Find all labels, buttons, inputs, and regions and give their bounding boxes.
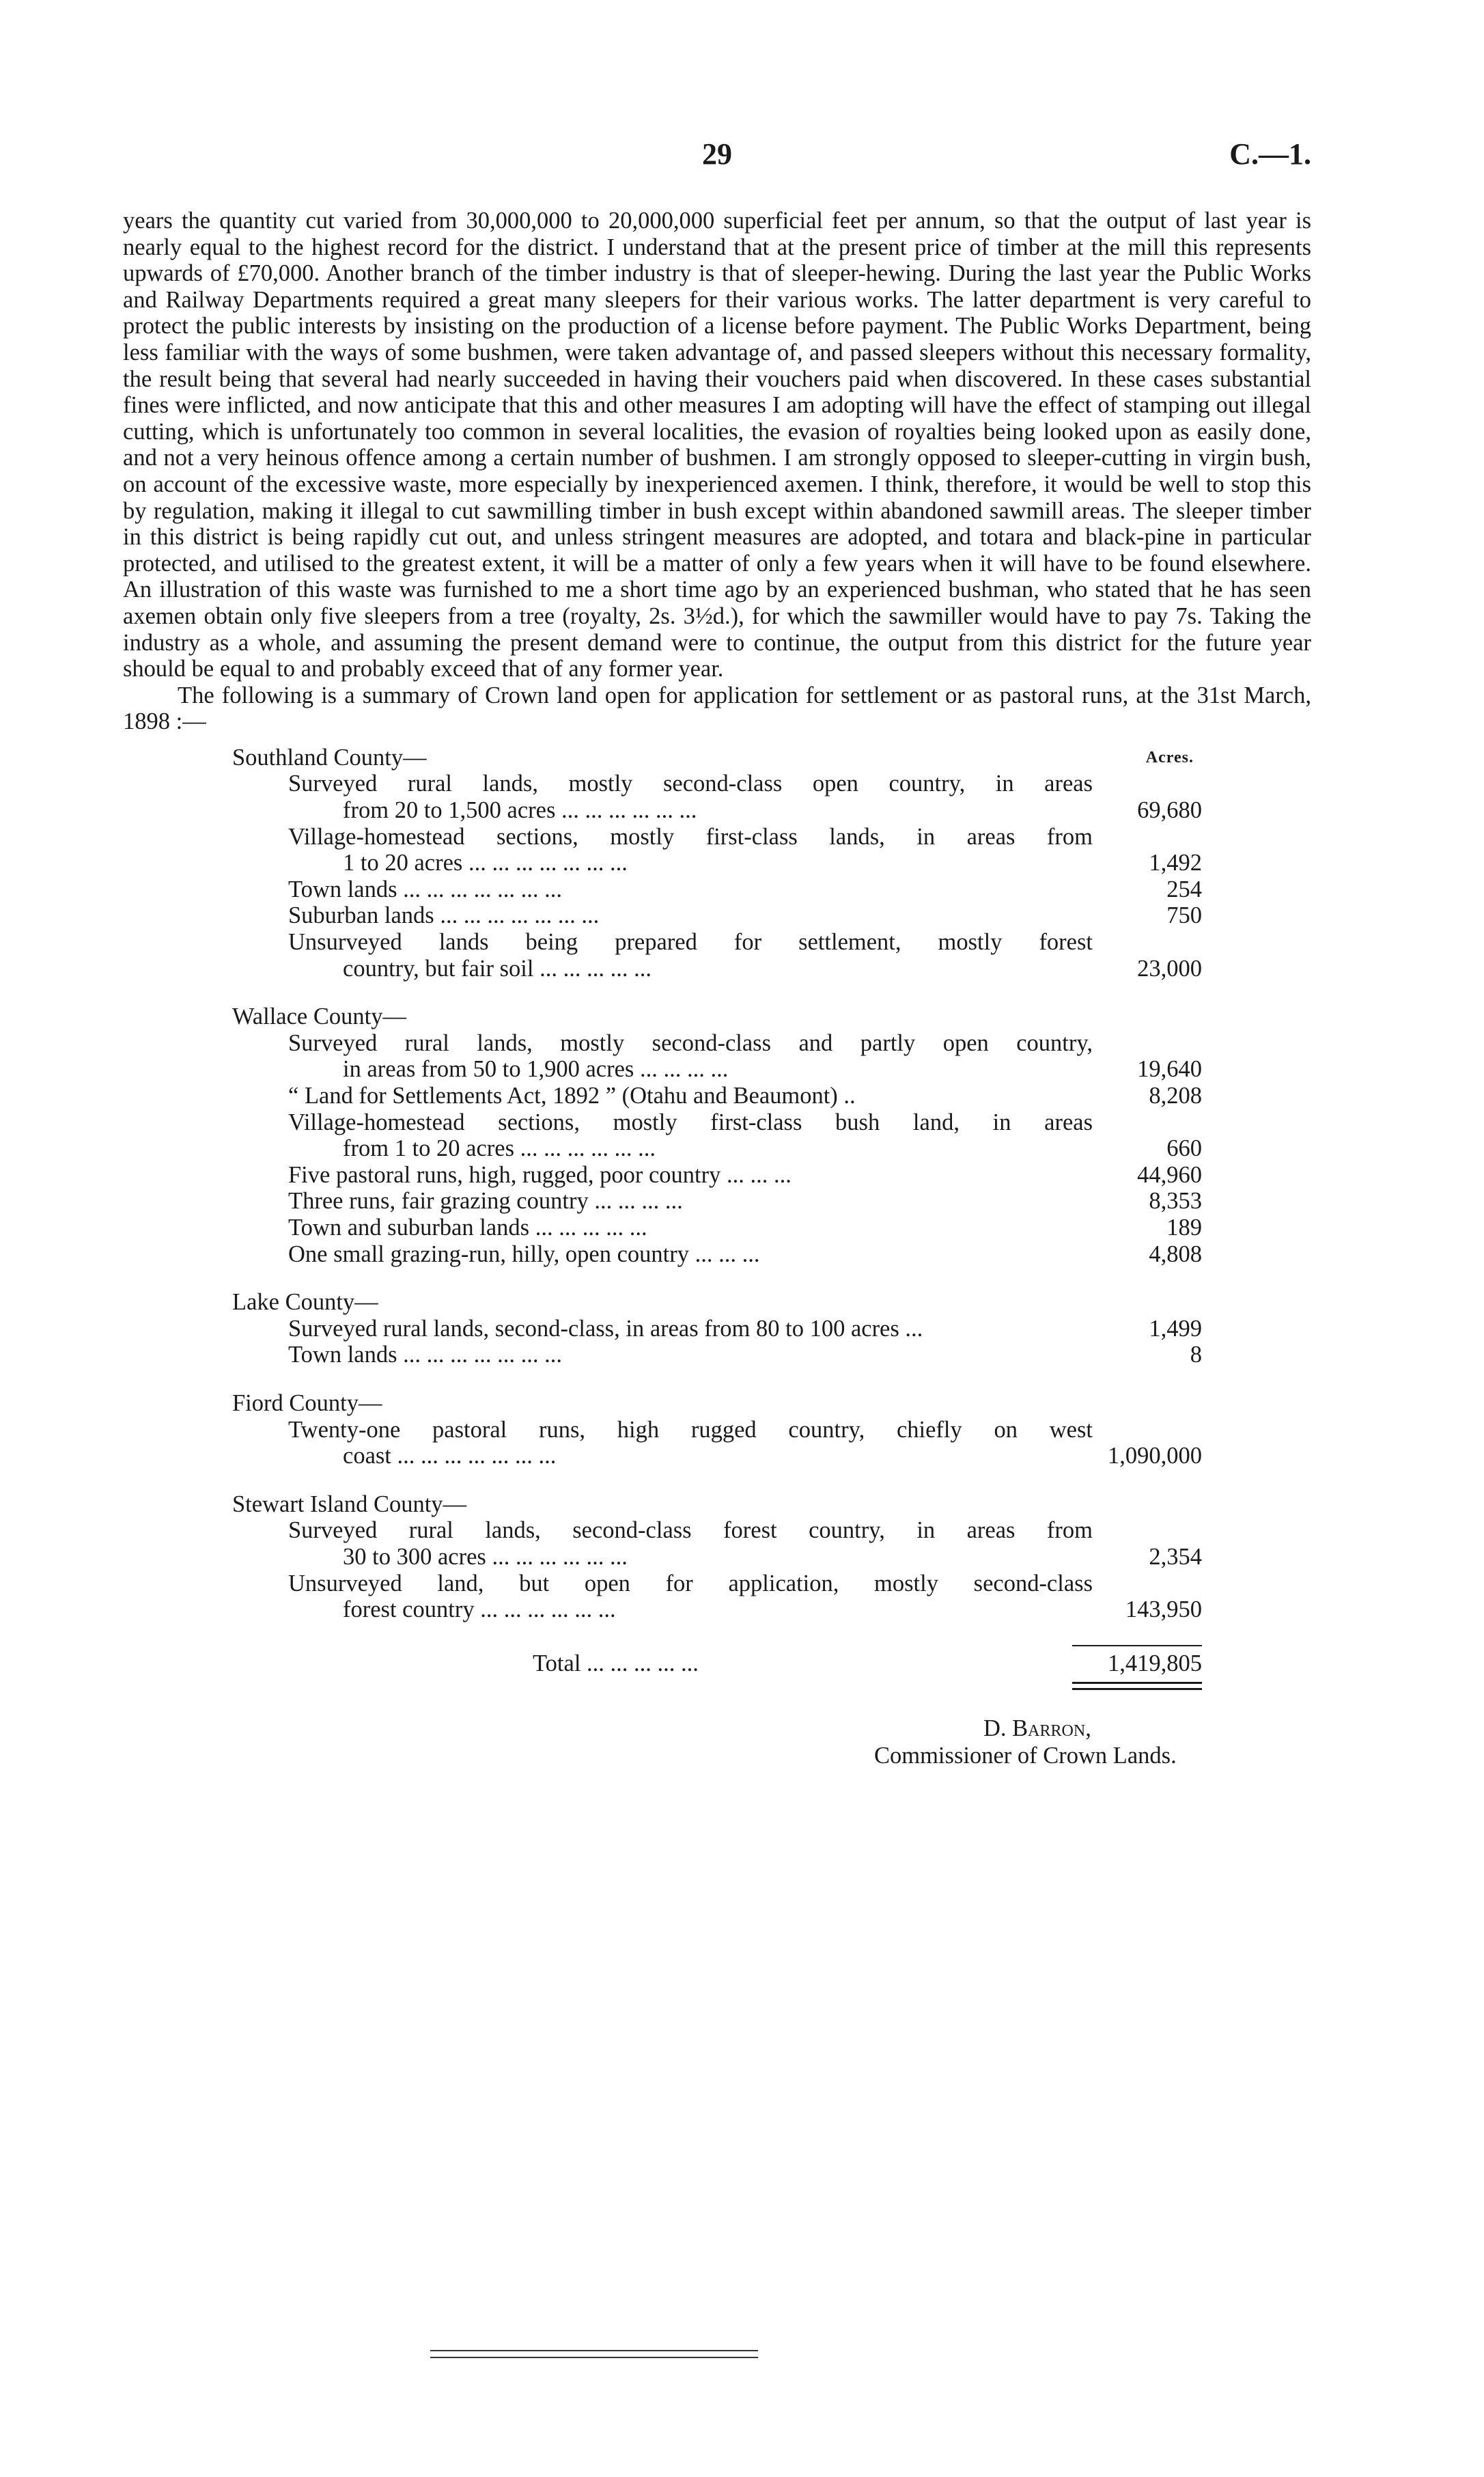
description-line: Surveyed rural lands, second-class forest country, in areas from	[288, 1517, 1093, 1544]
land-entry	[288, 1109, 1202, 1162]
land-entry	[288, 1241, 1202, 1268]
description-line: Suburban lands ... ... ... ... ... ... ...	[288, 902, 600, 929]
land-entry	[288, 1083, 1202, 1109]
county-block	[232, 1390, 1202, 1469]
land-description	[288, 1316, 1093, 1342]
land-entry	[288, 824, 1202, 876]
land-description	[288, 1570, 1093, 1623]
land-entry	[288, 929, 1202, 982]
description-line: Unsurveyed land, but open for application, mostly second-class	[288, 1570, 1093, 1596]
acreage-value: 1,492	[1149, 850, 1202, 876]
total-double-rule	[1072, 1682, 1202, 1690]
acres-column-label: Acres.	[1145, 748, 1194, 766]
acreage-value: 8,208	[1149, 1083, 1202, 1109]
description-continuation: from 20 to 1,500 acres ... ... ... ... ... ...	[343, 797, 697, 824]
acreage-value: 23,000	[1137, 955, 1202, 982]
land-description	[288, 1517, 1093, 1570]
land-entry	[288, 1316, 1202, 1342]
county-name: Wallace County—	[232, 1004, 406, 1030]
county-block	[232, 1491, 1202, 1623]
land-entry	[288, 902, 1202, 929]
land-description	[288, 929, 1093, 982]
acreage-value: 69,680	[1137, 797, 1202, 824]
land-description	[288, 1162, 1093, 1189]
land-entry	[288, 1162, 1202, 1189]
document-page	[123, 137, 1311, 1769]
acreage-value: 189	[1166, 1214, 1202, 1241]
description-line: Twenty-one pastoral runs, high rugged country, chiefly on west	[288, 1416, 1093, 1443]
description-line: Town lands ... ... ... ... ... ... ...	[288, 876, 563, 902]
acreage-value: 8	[1190, 1342, 1202, 1368]
description-line: Town and suburban lands ... ... ... ... ...	[288, 1214, 647, 1241]
land-description	[288, 902, 1093, 929]
land-entry	[288, 1030, 1202, 1083]
description-continuation: in areas from 50 to 1,900 acres ... ... ... ...	[343, 1056, 729, 1083]
acreage-value: 8,353	[1149, 1188, 1202, 1215]
total-amount: 1,419,805	[1072, 1645, 1202, 1677]
county-name: Southland County—	[232, 744, 427, 771]
description-line: Town lands ... ... ... ... ... ... ...	[288, 1342, 563, 1368]
total-label: Total ... ... ... ... ...	[533, 1650, 699, 1676]
acreage-value: 2,354	[1149, 1543, 1202, 1570]
land-description	[288, 876, 1093, 903]
description-line: Village-homestead sections, mostly first-class lands, in areas from	[288, 823, 1093, 850]
acreage-value: 1,499	[1149, 1315, 1202, 1342]
acreage-value: 143,950	[1125, 1596, 1202, 1623]
land-entry	[288, 1570, 1202, 1623]
description-continuation: country, but fair soil ... ... ... ... ...	[343, 955, 652, 982]
land-entry	[288, 1417, 1202, 1469]
crown-land-summary	[232, 745, 1202, 1690]
county-name: Fiord County—	[232, 1389, 382, 1416]
description-continuation: 1 to 20 acres ... ... ... ... ... ... ...	[343, 850, 628, 876]
acreage-value: 4,808	[1149, 1241, 1202, 1267]
body-text	[123, 208, 1311, 735]
acreage-value: 254	[1166, 876, 1202, 902]
body-paragraph: years the quantity cut varied from 30,000,000 to 20,000,000 superficial feet per annum, so that the output of last year is nearly equal to the highest record for the district. I understand that at the present price of timber at the mill this represents upwards of £70,000. Another branch of the timber industry is that of sleeper-hewing. During the last year the Public Works and Railway Departments required a great many sleepers for their various works. The latter department is very careful to protect the public interests by insisting on the production of a license before payment. The Public Works Department, being less familiar with the ways of some bushmen, were taken advantage of, and passed sleepers without this necessary formality, the result being that several had nearly succeeded in having their vouchers paid when discovered. In these cases substantial fines were inflicted, and now anticipate that this and other measures I am adopting will have the effect of stamping out illegal cutting, which is unfortunately too common in several localities, the evasion of royalties being looked upon as easily done, and not a very heinous offence among a certain number of bushmen. I am strongly opposed to sleeper-cutting in virgin bush, on account of the excessive waste, more especially by inexperienced axemen. I think, therefore, it would be well to stop this by regulation, making it illegal to cut sawmilling timber in bush except within abandoned sawmill areas. The sleeper timber in this district is being rapidly cut out, and unless stringent measures are adopted, and totara and black-pine in particular protected, and utilised to the greatest extent, it will be a matter of only a few years when it will have to be found elsewhere. An illustration of this waste was furnished to me a short time ago by an experienced bushman, who stated that he has seen axemen obtain only five sleepers from a tree (royalty, 2s. 3½d.), for which the sawmiller would have to pay 7s. Taking the industry as a whole, and assuming the present demand were to continue, the output from this district for the future year should be equal to and probably exceed that of any former year.	[123, 208, 1311, 682]
signature-title: Commissioner of Crown Lands.	[874, 1743, 1177, 1769]
land-description	[288, 1241, 1093, 1268]
acreage-value: 750	[1166, 902, 1202, 929]
description-continuation: forest country ... ... ... ... ... ...	[343, 1596, 616, 1623]
page-number: 29	[702, 137, 732, 171]
land-description	[288, 1215, 1093, 1241]
signature-block	[874, 1715, 1311, 1769]
county-block	[232, 745, 1202, 982]
land-entry	[288, 771, 1202, 823]
land-description	[288, 1342, 1093, 1368]
acreage-value: 19,640	[1137, 1056, 1202, 1083]
end-rule	[430, 2350, 758, 2358]
description-continuation: from 1 to 20 acres ... ... ... ... ... ...	[343, 1135, 656, 1162]
description-line: Five pastoral runs, high, rugged, poor country ... ... ...	[288, 1161, 792, 1188]
land-description	[288, 1030, 1093, 1083]
land-entry	[288, 876, 1202, 903]
description-line: Surveyed rural lands, mostly second-class open country, in areas	[288, 771, 1093, 797]
description-continuation: coast ... ... ... ... ... ... ...	[343, 1443, 557, 1469]
report-code: C.—1.	[1229, 137, 1311, 171]
description-line: Unsurveyed lands being prepared for settlement, mostly forest	[288, 929, 1093, 956]
summary-intro: The following is a summary of Crown land open for application for settlement or as pastoral runs, at the 31st March, 1898 :—	[123, 682, 1311, 735]
county-name: Lake County—	[232, 1289, 378, 1316]
land-description	[288, 824, 1093, 876]
land-description	[288, 1417, 1093, 1469]
land-entry	[288, 1517, 1202, 1570]
description-line: Surveyed rural lands, second-class, in areas from 80 to 100 acres ...	[288, 1315, 923, 1342]
land-description	[288, 1188, 1093, 1215]
description-continuation: 30 to 300 acres ... ... ... ... ... ...	[343, 1543, 628, 1570]
total-row	[232, 1645, 1202, 1677]
description-line: Surveyed rural lands, mostly second-class and partly open country,	[288, 1029, 1093, 1056]
signature-name: D. Barron,	[983, 1715, 1091, 1742]
acreage-value: 44,960	[1137, 1161, 1202, 1188]
land-description	[288, 1109, 1093, 1162]
acreage-value: 1,090,000	[1108, 1443, 1202, 1469]
description-line: Village-homestead sections, mostly first-class bush land, in areas	[288, 1109, 1093, 1135]
land-entry	[288, 1188, 1202, 1215]
county-name: Stewart Island County—	[232, 1491, 467, 1517]
county-block	[232, 1289, 1202, 1368]
land-entry	[288, 1215, 1202, 1241]
county-block	[232, 1004, 1202, 1267]
description-line: One small grazing-run, hilly, open country ... ... ...	[288, 1241, 760, 1267]
description-line: Three runs, fair grazing country ... ... ... ...	[288, 1188, 683, 1215]
description-line: “ Land for Settlements Act, 1892 ” (Otahu and Beaumont) ..	[288, 1083, 856, 1109]
land-description	[288, 1083, 1093, 1109]
acreage-value: 660	[1166, 1135, 1202, 1162]
land-entry	[288, 1342, 1202, 1368]
page-header	[123, 137, 1311, 191]
land-description	[288, 771, 1093, 823]
